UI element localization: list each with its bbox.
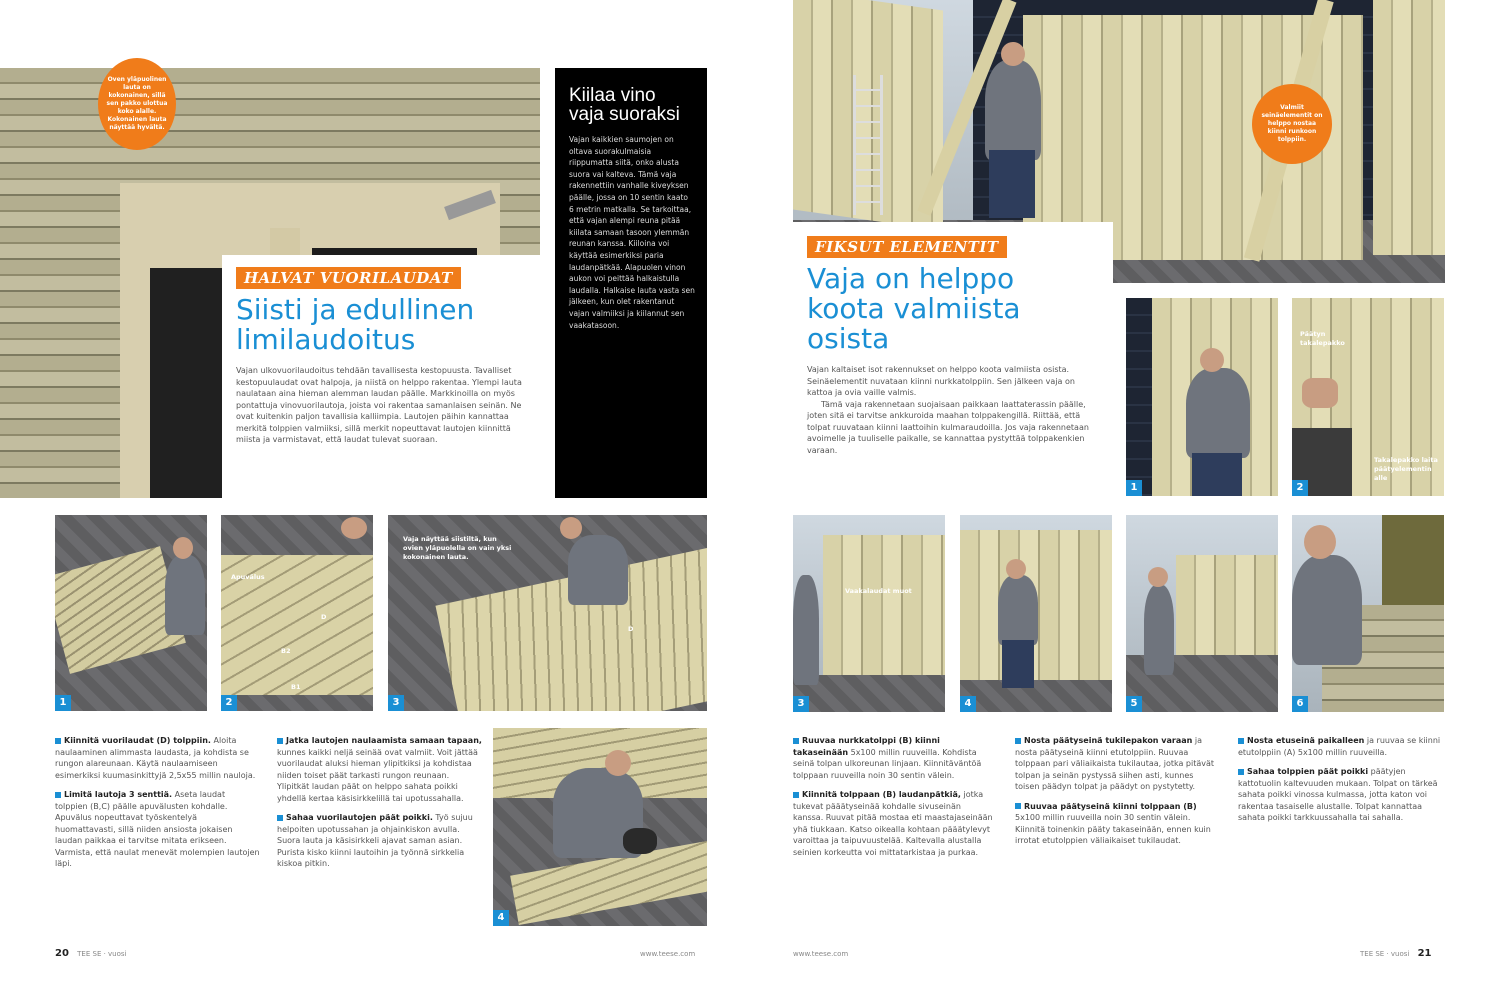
photo-label: Vaakalaudat muot [845,587,912,595]
photo-label: B1 [291,683,301,691]
step-1: Kiinnitä vuorilaudat (D) tolppiin. Aloita naulaaminen alimmasta laudasta, ja kohdista se rungon alareunaan. Käytä naulaamiseen esimerkiksi kuumasinkittyjä 2,5x55 millin nauloja. [55,736,256,780]
ladder-icon [853,75,883,215]
worker-head [560,517,582,539]
hero-bubble-text: Valmiit seinäelementit on helppo nostaa kiinni runkoon tolppiin. [1261,104,1323,143]
kicker-label: FIKSUT ELEMENTIT [807,236,1007,258]
steps-column-1 [793,735,993,858]
intro-body: Vajan kaltaiset isot rakennukset on helppo koota valmiista osista. Seinäelementit nuvataan kiinni nurkkatolppiin. Sen jälkeen vaja on kattoa ja ovia vaille valmis. [807,365,1075,397]
page-title: Siisti ja edullinen limilaudoitus [236,293,475,356]
photo-label: Apuvälus [231,573,265,581]
worker [1292,555,1362,665]
worker [1186,368,1250,458]
step-bullet-icon [55,738,61,744]
article-panel-left [222,255,542,500]
step-bullet-icon [793,792,799,798]
footer-magazine: TEE SE · vuosi [77,950,127,958]
photo-label: D [628,625,634,633]
step-number-badge: 5 [1126,696,1142,712]
step-3: Jatka lautojen naulaamista samaan tapaan, kunnes kaikki neljä seinää ovat valmiit. Voit jättää vuorilaudat aluksi hieman ylipitkiksi ja kohdistaa niiden toiset päät tarkasti rungon reunaan. Ylipitkät laudan päät on helppo sahata poikki yhdellä kertaa käsisirkkelillä tai upotussahalla. [277,736,482,803]
step-number-badge: 2 [1292,480,1308,496]
worker [998,575,1038,645]
step-bullet-icon [277,815,283,821]
steps-column-3 [1238,735,1445,824]
worker-head [605,750,631,776]
step-number-badge: 1 [1126,480,1142,496]
worker [793,575,819,685]
step-2: Kiinnitä tolppaan (B) laudanpätkiä, jotka tukevat pääätyseinää kohdalle sivuseinän kanssa. Ruuvat pitää mostaa eti maastajaseinään yhä tiukkaan. Katso oikealla kohtaan pääätylevyt varoittaa ja taipuvuustelää. Kaltevalla alustalla seinien korkeutta voi mittatarkistaa ja purkaa. [793,790,993,857]
footer-url-left: www.teese.com [640,950,696,958]
step-photo-2 [221,515,373,711]
footer-left [55,948,127,959]
step-photo-1 [1126,298,1278,496]
page-number: 21 [1417,948,1432,959]
step-bullet-icon [277,738,283,744]
step-photo-4 [493,728,707,926]
worker-head [1304,525,1336,559]
hand [341,517,367,539]
step-number-badge: 3 [793,696,809,712]
sidebar-box [555,68,707,498]
hero-bubble-text: Oven yläpuolinen lauta on kokonainen, sillä sen pakko ulottua koko alalle. Kokonainen lauta näyttää hyvältä. [106,76,168,131]
worker-head [1001,42,1025,66]
kicker-label: HALVAT VUORILAUDAT [236,267,461,289]
worker [165,555,205,635]
step-number-badge: 2 [221,695,237,711]
worker [568,535,628,605]
intro-body: Vajan ulkovuorilaudoitus tehdään tavallisesta kestopuusta. Tavalliset kestopuulaudat ovat halpoja, ja niistä on helppo rakentaa. Ylempi lauta naulataan aina hieman alemman laudan päälle. Markkinoilla on myös pontattuja vinovuorilautoja, joista voi rakentaa samanlaisen seinän. Ne ovat kuitenkin paljon tavallisia kalliimpia. Lautojen päihin kannattaa merkitä tolppien valmiiksi, sillä merkit nopeuttavat lautojen kiinnittä miista ja varmistavat, että laudat tulevat suoraan. [236,366,522,444]
step-number-badge: 4 [960,696,976,712]
step-4: Sahaa vuorilautojen päät poikki. Työ sujuu helpoiten upotussahan ja ohjainkiskon avulla. Suora lauta ja käsisirkkeli ajavat saman asian. Purista kisko kiinni lautoihin ja työnnä sirkkelia kiskoa pitkin. [277,813,473,868]
steps-column-2 [1015,735,1220,847]
worker-head [173,537,193,559]
hero-speech-bubble [98,58,176,150]
step-bullet-icon [1238,769,1244,775]
step-bullet-icon [793,738,799,744]
worker-head [1200,348,1224,372]
step-4: Ruuvaa päätyseinä kiinni tolppaan (B) 5x100 millin ruuveilla noin 30 sentin välein. Kiinnitä toinenkin pääty takaseinään, ennen kuin irrotat etutolppien väliaikaiset tukilaudat. [1015,801,1211,845]
page-title: Vaja on helppo koota valmiista osista [807,262,1021,355]
worker-jeans [989,150,1035,218]
step-1: Ruuvaa nurkkatolppi (B) kiinni takaseinään 5x100 millin ruuveilla. Kohdista seinä tolpan ulkoreunan linjaan. Kiinnitäväntöä tolppaan ruuveilla noin 30 sentin välein. [793,736,982,780]
step-number-badge: 4 [493,910,509,926]
page-number: 20 [55,948,69,959]
step-2: Limitä lautoja 3 senttiä. Aseta laudat tolppien (B,C) päälle apuvälusten kohdalle. Apuvälus nopeuttavat työskentelyä huomattavasti, sillä niiden ansiosta jokaisen laudan paikkaa ei tarvitse mitata erikseen. Varmista, että naulat menevät molempien lautojen läpi. [55,790,260,868]
step-photo-3 [793,515,945,712]
wall-element-right [1373,0,1445,255]
photo-label: D [321,613,327,621]
step-number-badge: 6 [1292,696,1308,712]
step-photo-4 [960,515,1112,712]
worker [1144,585,1174,675]
intro-body-2: Tämä vaja rakennetaan suojaisaan paikkaan laattaterassin päälle, joten sitä ei tarvitse ankkuroida maahan tolppakengillä. Riittää, että tolpat ruuvataan kiinni laattoihin kulmaraudoilla. Jos vaja rakennetaan avoimelle ja tuuliselle paikalle, se kannattaa pystyttää tolppakenkien varaan. [807,399,1089,455]
steps-column-2 [277,735,482,870]
step-bullet-icon [55,792,61,798]
photo-caption: Vaja näyttää siistiltä, kun ovien yläpuolella on vain yksi kokonainen lauta. [403,535,512,561]
step-photo-3 [388,515,707,711]
step-bullet-icon [1238,738,1244,744]
steps-column-1 [55,735,260,870]
footer-url-right: www.teese.com [793,950,849,958]
step-5: Nosta etuseinä paikalleen ja ruuvaa se kiinni etutolppiin (A) 5x100 millin ruuveilla. [1238,736,1441,757]
hero-speech-bubble [1252,84,1332,164]
circular-saw-icon [623,828,657,854]
worker-jeans [1192,453,1242,496]
worker-jeans [1002,640,1034,688]
worker [985,60,1041,160]
sidebar-body: Vajan kaikkien saumojen on oltava suorakulmaisia riippumatta siitä, onko alusta suora vai kalteva. Tämä vaja rakennettiin vanhalle kiveyksen päälle, jossa on 10 sentin kaato 6 metrin matkalla. Se tarkoittaa, että vajan alempi reuna pitää kiilata samaan tasoon ylemmän reunan kanssa. Kiiloina voi käyttää esimerkiksi paria laudanpätkää. Alapuolen vinon aukon voi peittää halkaistulla laudalla. Halkaise lauta vasta sen jälkeen, kun olet rakentanut vajan valmiiksi ja kiilannut sen vaakatasoon. [569,135,695,330]
footer-right [1360,948,1432,959]
step-6: Sahaa tolppien päät poikki päätyjen kattotuolin kaltevuuden mukaan. Tolpat on tärkeä sahata poikki vinossa kulmassa, jotta katon voi rakentaa tasaiselle alustalle. Tolpat kannattaa sahata poikki tarkkuussahalla tai sahalla. [1238,767,1438,822]
photo-label: Päätyn takalepakko [1300,330,1345,347]
step-number-badge: 1 [55,695,71,711]
footer-magazine: TEE SE · vuosi [1360,950,1410,958]
worker-head [1006,559,1026,579]
step-photo-1 [55,515,207,711]
worker-head [1148,567,1168,587]
article-panel-right [793,222,1113,500]
sidebar-title: Kiilaa vino vaja suoraksi [569,85,680,125]
step-photo-6 [1292,515,1444,712]
step-photo-5 [1126,515,1278,712]
step-3: Nosta päätyseinä tukilepakon varaan ja nosta päätyseinä kiinni etutolppiin. Ruuvaa tolppaan pari väliaikaista tukilautaa, jotka pitävät tolpan ja seinän pystyssä siihen asti, kunnes toisen päädyn tolpat ja päädyt on pystytetty. [1015,736,1215,791]
step-bullet-icon [1015,738,1021,744]
hand [1302,378,1338,408]
step-number-badge: 3 [388,695,404,711]
photo-label: Takalepakko laita päätyelementin alle [1374,456,1438,482]
photo-label: B2 [281,647,291,655]
step-photo-2 [1292,298,1444,496]
step-bullet-icon [1015,803,1021,809]
